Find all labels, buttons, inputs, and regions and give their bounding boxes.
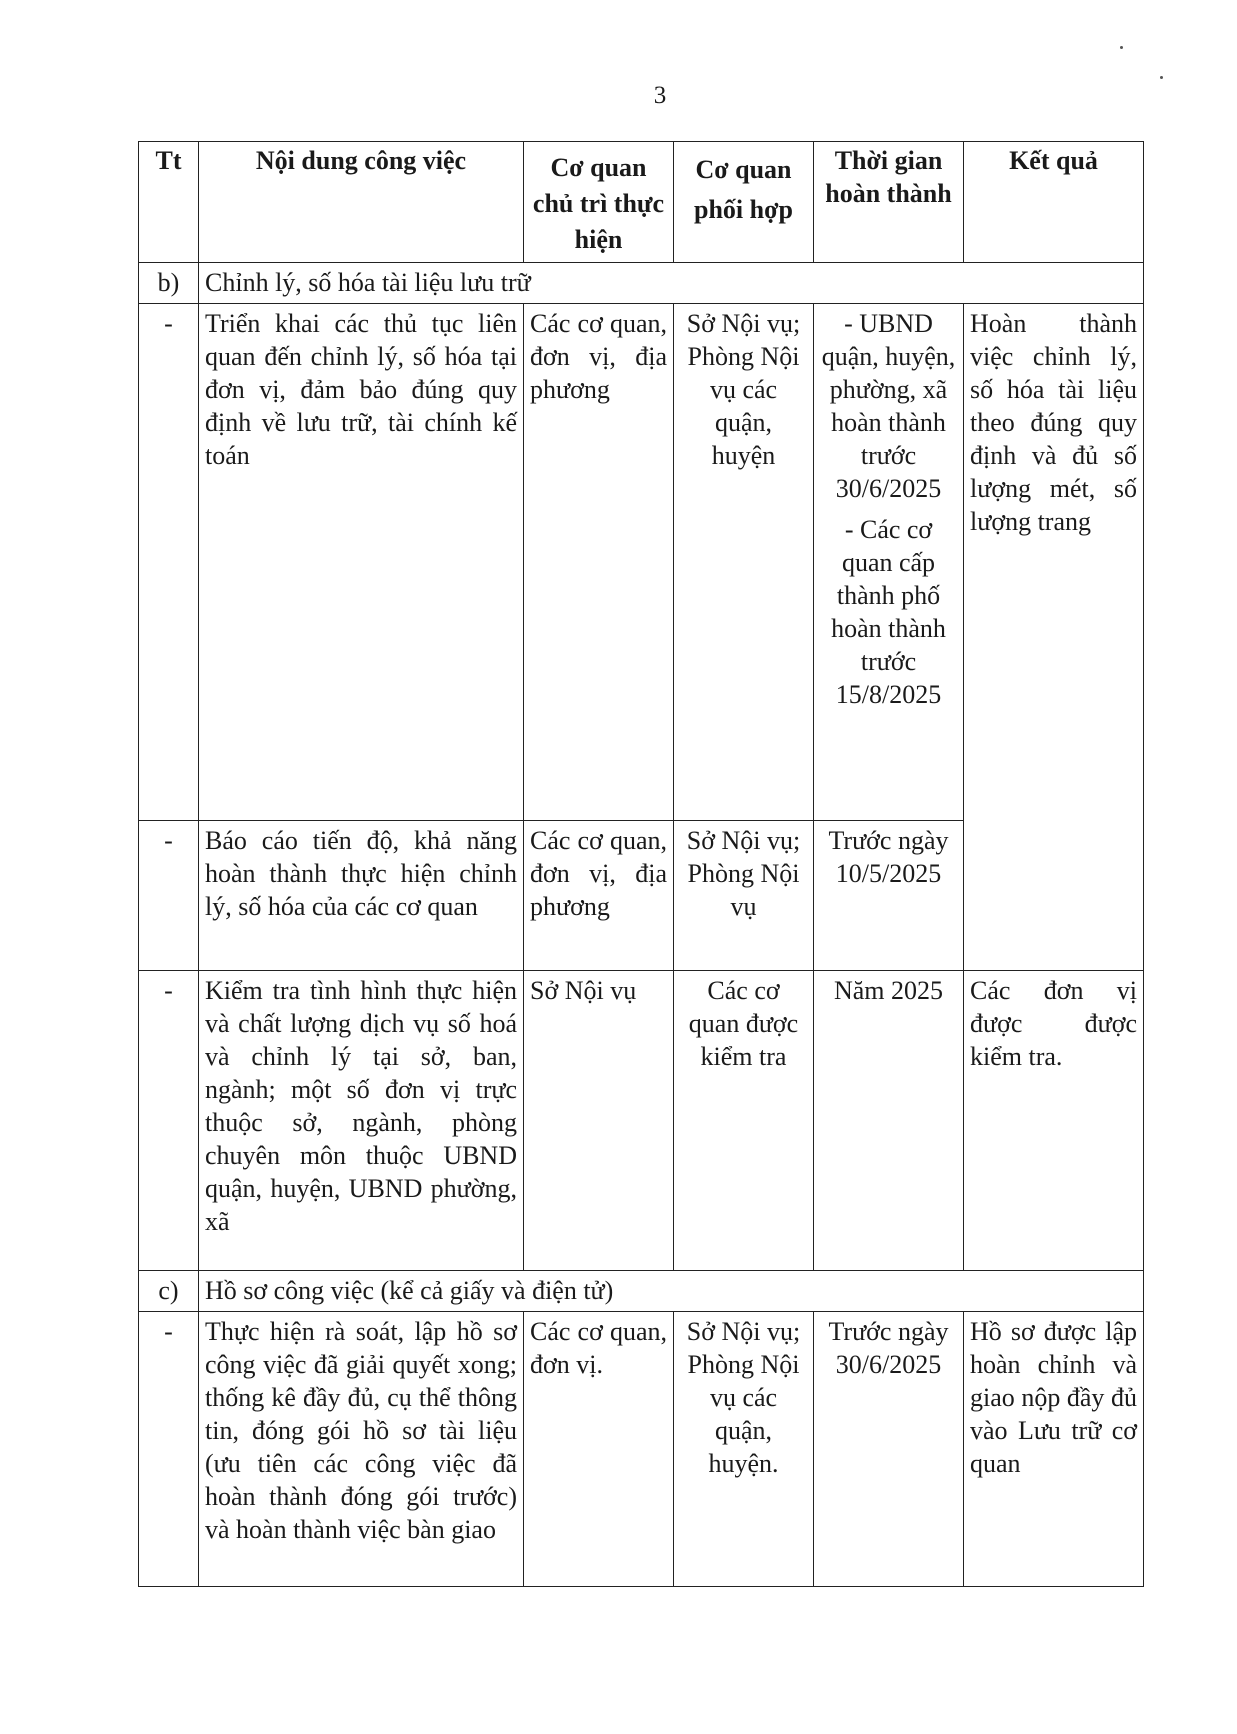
section-title: Chỉnh lý, số hóa tài liệu lưu trữ <box>199 263 1144 304</box>
row-lead-agency: Các cơ quan, đơn vị, địa phương <box>524 304 674 821</box>
row-tt: - <box>139 304 199 821</box>
row-coordinating-agency: Sở Nội vụ; Phòng Nội vụ các quận, huyện. <box>674 1312 814 1587</box>
row-deadline: Trước ngày 30/6/2025 <box>814 1312 964 1587</box>
row-result: Hồ sơ được lập hoàn chỉnh và giao nộp đầy đủ vào Lưu trữ cơ quan <box>964 1312 1144 1587</box>
header-content: Nội dung công việc <box>199 142 524 263</box>
header-deadline: Thời gian hoàn thành <box>814 142 964 263</box>
section-row <box>139 1271 1144 1312</box>
row-coordinating-agency: Sở Nội vụ; Phòng Nội vụ <box>674 821 814 971</box>
row-lead-agency: Các cơ quan, đơn vị. <box>524 1312 674 1587</box>
section-title: Hồ sơ công việc (kể cả giấy và điện tử) <box>199 1271 1144 1312</box>
row-content: Thực hiện rà soát, lập hồ sơ công việc đã giải quyết xong; thống kê đầy đủ, cụ thể thông tin, đóng gói hồ sơ tài liệu (ưu tiên các công việc đã hoàn thành đóng gói trước) và hoàn thành việc bàn giao <box>199 1312 524 1587</box>
row-lead-agency: Sở Nội vụ <box>524 971 674 1271</box>
row-content: Triển khai các thủ tục liên quan đến chỉnh lý, số hóa tại đơn vị, đảm bảo đúng quy định về lưu trữ, tài chính kế toán <box>199 304 524 821</box>
row-lead-agency: Các cơ quan, đơn vị, địa phương <box>524 821 674 971</box>
deadline-city: - Các cơ quan cấp thành phố hoàn thành trước 15/8/2025 <box>831 515 946 709</box>
deadline-district: - UBND quận, huyện, phường, xã hoàn thành trước 30/6/2025 <box>821 309 956 503</box>
section-row <box>139 263 1144 304</box>
header-lead-agency: Cơ quan chủ trì thực hiện <box>524 142 674 263</box>
row-deadline <box>814 304 964 821</box>
scan-speck <box>1120 46 1123 49</box>
row-result: Hoàn thành việc chỉnh lý, số hóa tài liệu theo đúng quy định và đủ số lượng mét, số lượng trang <box>964 304 1144 971</box>
table-row <box>139 1312 1144 1587</box>
row-tt: - <box>139 821 199 971</box>
row-content: Kiểm tra tình hình thực hiện và chất lượng dịch vụ số hoá và chỉnh lý tại sở, ban, ngành; một số đơn vị trực thuộc sở, ngành, phòng chuyên môn thuộc UBND quận, huyện, UBND phường, xã <box>199 971 524 1271</box>
row-coordinating-agency: Các cơ quan được kiểm tra <box>674 971 814 1271</box>
table-row <box>139 971 1144 1271</box>
work-plan-table <box>138 141 1144 1587</box>
row-coordinating-agency: Sở Nội vụ; Phòng Nội vụ các quận, huyện <box>674 304 814 821</box>
row-content: Báo cáo tiến độ, khả năng hoàn thành thực hiện chỉnh lý, số hóa của các cơ quan <box>199 821 524 971</box>
header-tt: Tt <box>139 142 199 263</box>
row-tt: - <box>139 1312 199 1587</box>
header-result: Kết quả <box>964 142 1144 263</box>
section-marker: b) <box>139 263 199 304</box>
table-header-row <box>139 142 1144 263</box>
row-deadline: Trước ngày 10/5/2025 <box>814 821 964 971</box>
row-result: Các đơn vị được được kiểm tra. <box>964 971 1144 1271</box>
header-coordinating-agency: Cơ quan phối hợp <box>674 142 814 263</box>
page-number: 3 <box>653 82 667 109</box>
table-row <box>139 304 1144 821</box>
scan-speck <box>1160 76 1163 79</box>
row-tt: - <box>139 971 199 1271</box>
section-marker: c) <box>139 1271 199 1312</box>
row-deadline: Năm 2025 <box>814 971 964 1271</box>
